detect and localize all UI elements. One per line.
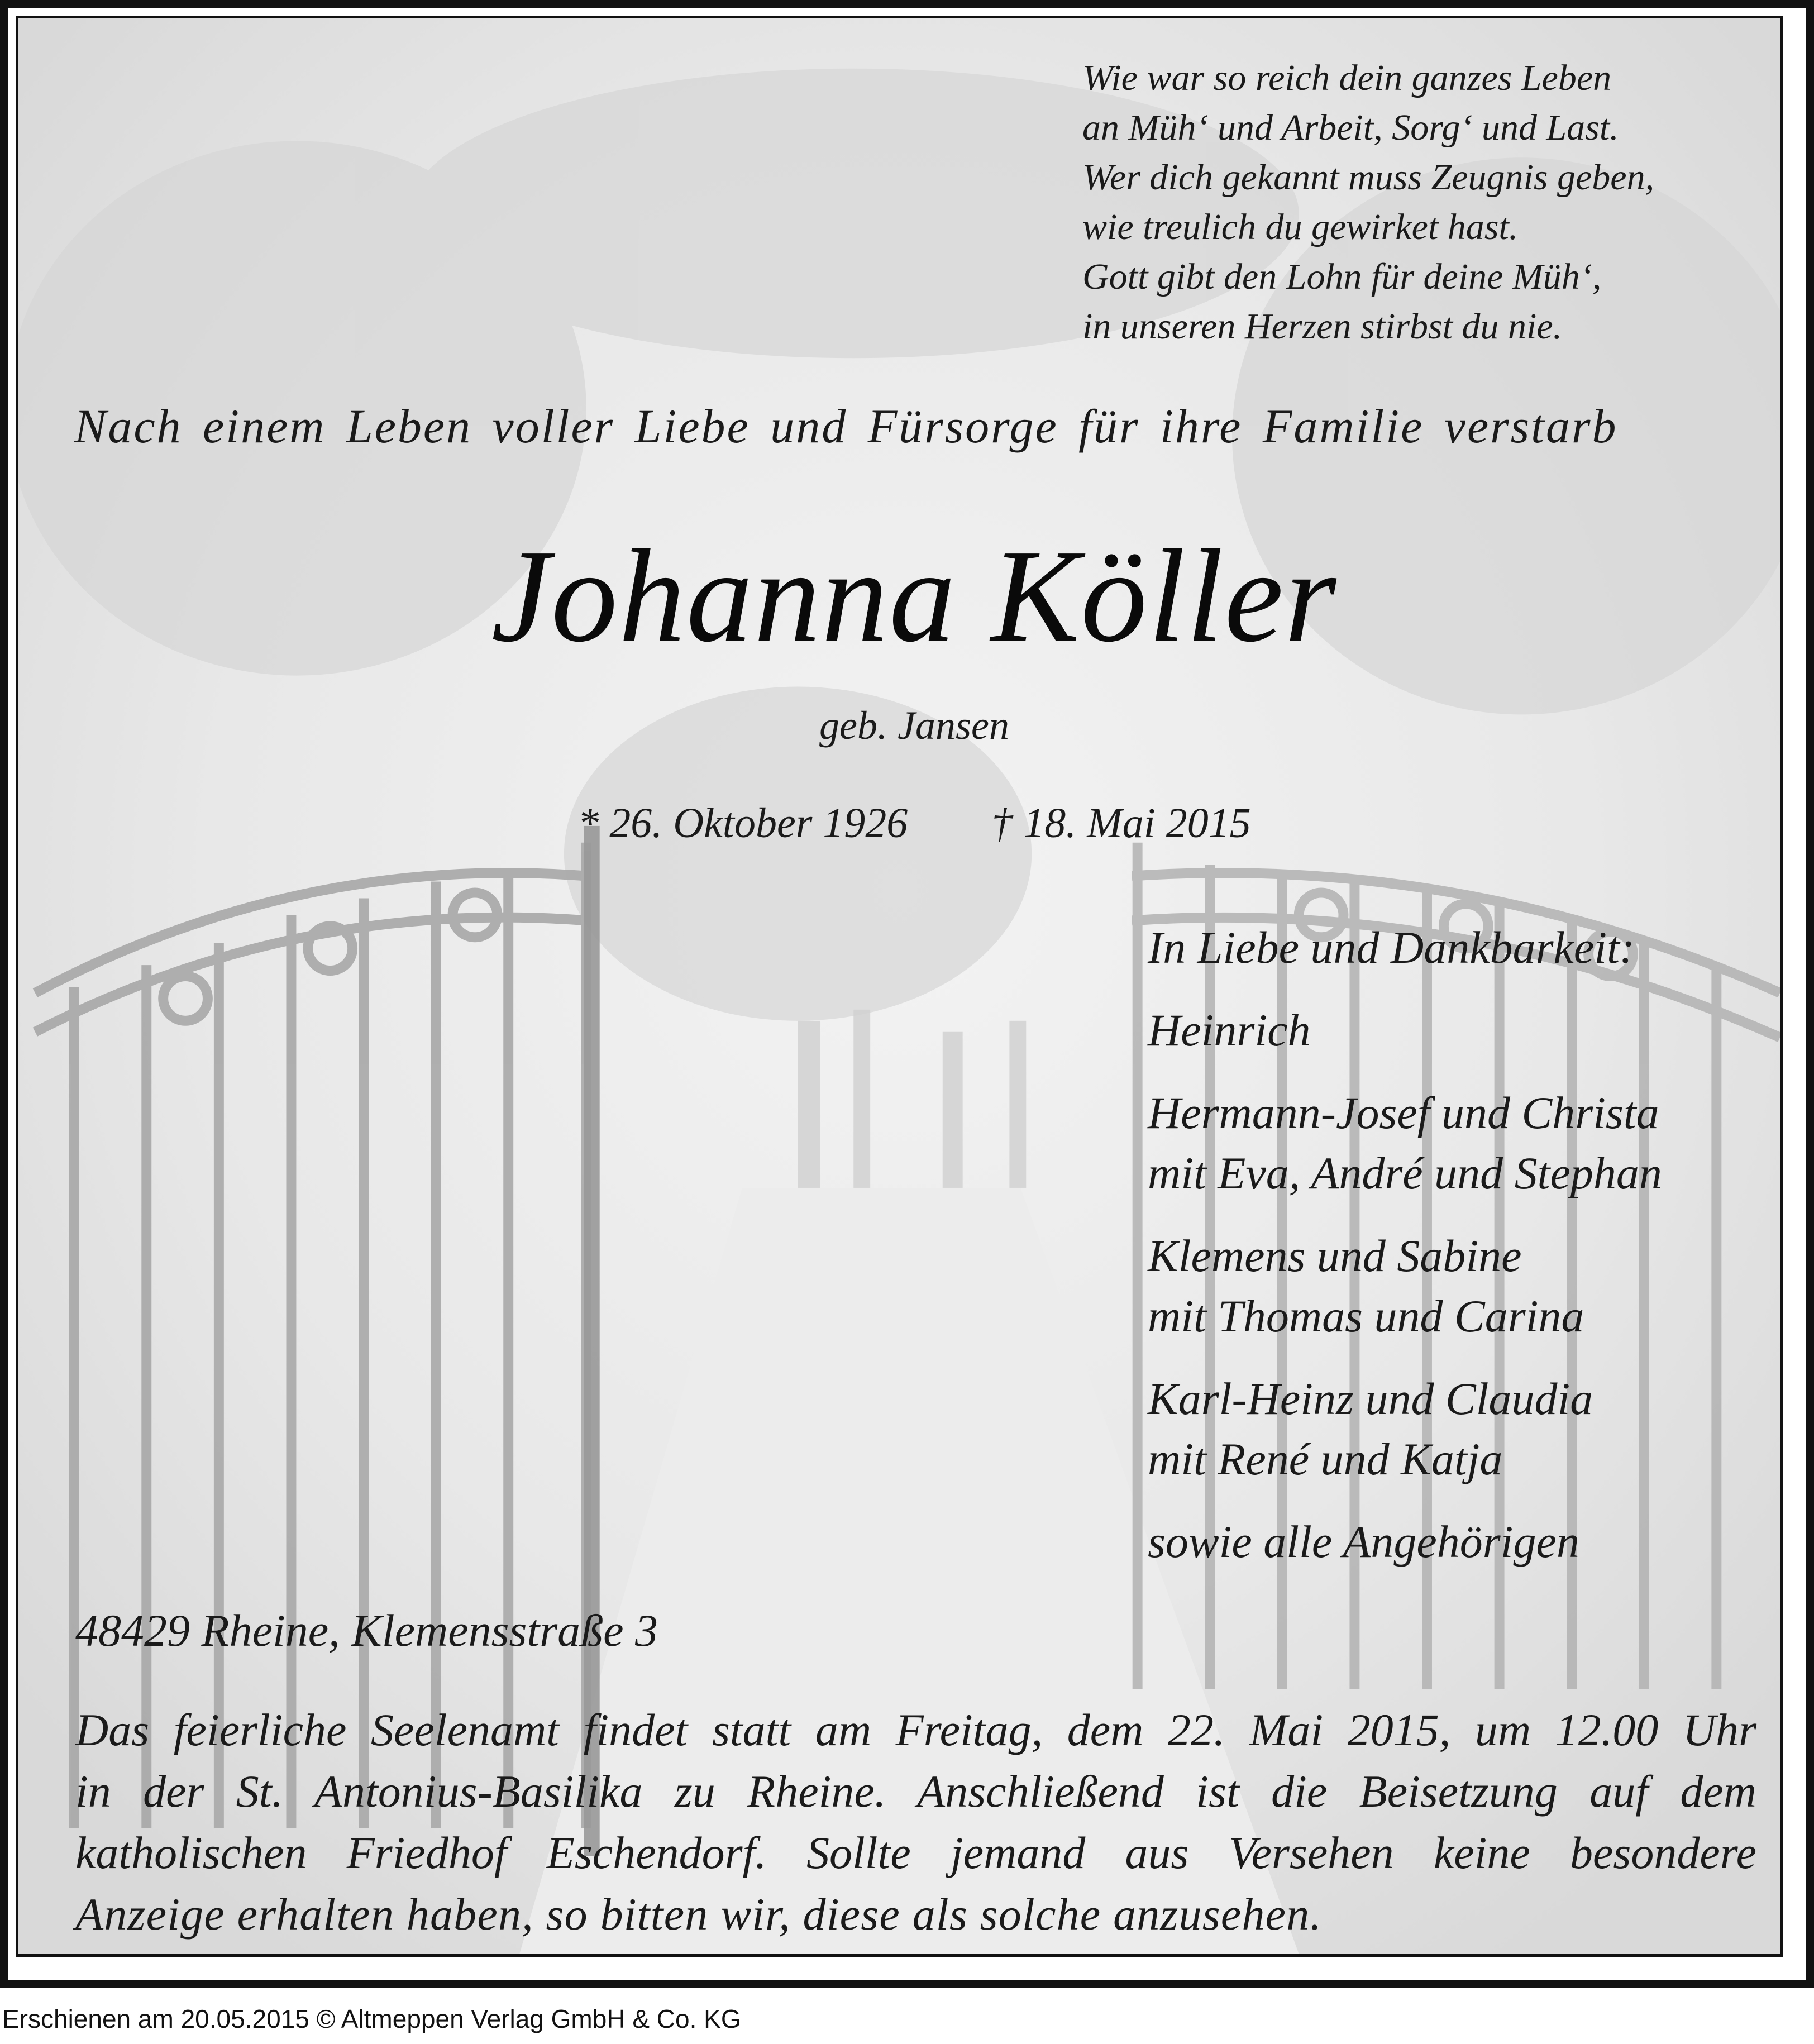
mourner-line: mit Eva, André und Stephan: [1148, 1148, 1662, 1198]
mourner-group: [1148, 1369, 1773, 1489]
obituary-card: [16, 16, 1783, 1957]
poem-line: Wer dich gekannt muss Zeugnis geben,: [1082, 157, 1655, 198]
poem-line: Gott gibt den Lohn für deine Müh‘,: [1082, 256, 1602, 297]
poem-line: an Müh‘ und Arbeit, Sorg‘ und Last.: [1082, 107, 1619, 148]
service-line: Das feierliche Seelenamt findet statt am Freitag, dem 22. Mai 2015, um 12.00 Uhr: [75, 1704, 1756, 1755]
mourner-line: mit Thomas und Carina: [1148, 1291, 1584, 1341]
life-dates: [18, 799, 1783, 848]
service-line: katholischen Friedhof Eschendorf. Sollte jemand aus Versehen keine besondere: [75, 1827, 1756, 1878]
mourners-heading: In Liebe und Dankbarkeit:: [1148, 922, 1635, 973]
mourner-line: mit René und Katja: [1148, 1434, 1503, 1484]
obituary-content: [18, 18, 1780, 1954]
service-line: in der St. Antonius-Basilika zu Rheine. Anschließend ist die Beisetzung auf dem: [75, 1766, 1756, 1817]
mourner-line: Klemens und Sabine: [1148, 1230, 1522, 1281]
memorial-poem: [1082, 53, 1753, 351]
deceased-name: Johanna Köller: [491, 523, 1338, 670]
mourners-heading-group: [1148, 918, 1773, 978]
poem-line: in unseren Herzen stirbst du nie.: [1082, 306, 1563, 347]
poem-line: wie treulich du gewirket hast.: [1082, 207, 1519, 247]
mourner-line: Hermann-Josef und Christa: [1148, 1087, 1659, 1138]
maiden-name: geb. Jansen: [819, 703, 1009, 748]
mourner-group: [1148, 1512, 1773, 1572]
intro-sentence: Nach einem Leben voller Liebe und Fürsorge für ihre Familie verstarb: [74, 399, 1618, 453]
mourner-group: [1148, 1083, 1773, 1204]
poem-line: Wie war so reich dein ganzes Leben: [1082, 58, 1612, 98]
service-notice: [75, 1699, 1756, 1945]
mourner-line: Heinrich: [1148, 1005, 1311, 1056]
mourner-group: [1148, 1226, 1773, 1346]
service-line: Anzeige erhalten haben, so bitten wir, diese als solche anzusehen.: [75, 1889, 1323, 1940]
birth-date: * 26. Oktober 1926: [577, 800, 908, 847]
mourners-list: [1148, 918, 1773, 1594]
mourner-group: [1148, 1000, 1773, 1061]
mourner-line: Karl-Heinz und Claudia: [1148, 1373, 1593, 1424]
mourner-line: sowie alle Angehörigen: [1148, 1516, 1579, 1567]
publication-footer: Erschienen am 20.05.2015 © Altmeppen Verlag GmbH & Co. KG: [2, 2004, 741, 2033]
family-address: 48429 Rheine, Klemensstraße 3: [75, 1605, 658, 1656]
death-date: † 18. Mai 2015: [991, 800, 1251, 847]
